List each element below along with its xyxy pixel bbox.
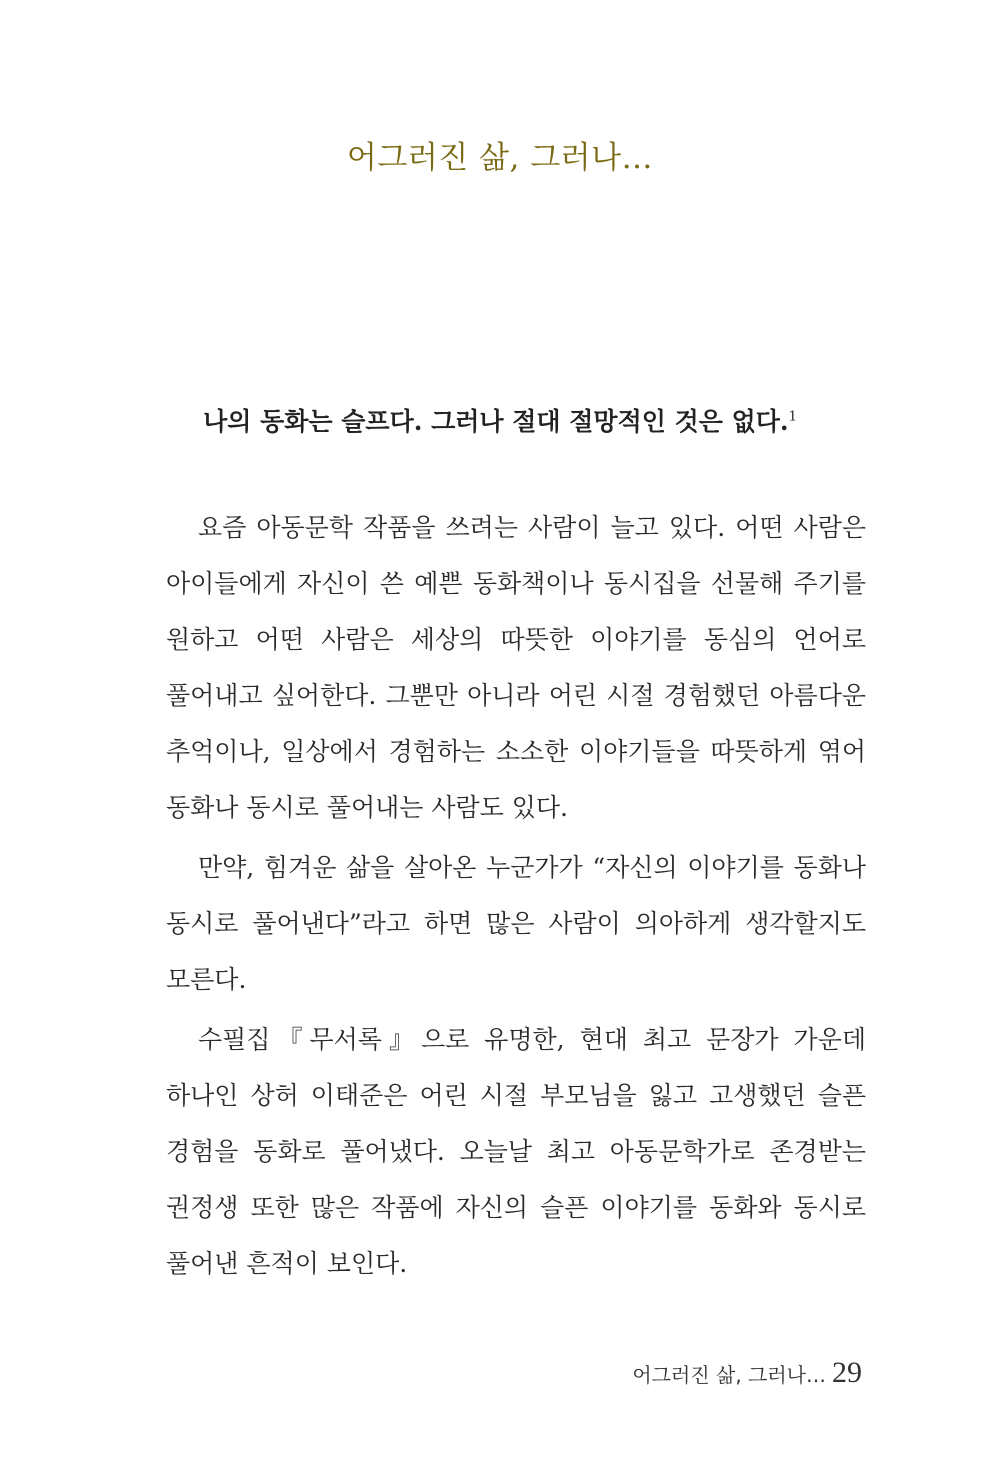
footnote-marker[interactable]: 1 bbox=[788, 409, 797, 425]
epigraph bbox=[0, 402, 1000, 438]
page-number: 29 bbox=[832, 1356, 862, 1389]
chapter-title: 어그러진 삶, 그러나… bbox=[346, 140, 654, 176]
paragraph: 수필집『무서록』으로 유명한, 현대 최고 문장가 가운데 하나인 상허 이태준은 어린 시절 부모님을 잃고 고생했던 슬픈 경험을 동화로 풀어냈다. 오늘날 최고 아동문학가로 존경받는 권정생 또한 많은 작품에 자신의 슬픈 이야기를 동화와 동시로 풀어낸 흔적이 보인다. bbox=[166, 1025, 866, 1278]
paragraph: 만약, 힘겨운 삶을 살아온 누군가가 “자신의 이야기를 동화나 동시로 풀어낸다”라고 하면 많은 사람이 의아하게 생각할지도 모른다. bbox=[166, 853, 866, 994]
epigraph-text: 나의 동화는 슬프다. 그러나 절대 절망적인 것은 없다. bbox=[203, 407, 789, 436]
paragraph: 요즘 아동문학 작품을 쓰려는 사람이 늘고 있다. 어떤 사람은 아이들에게 자신이 쓴 예쁜 동화책이나 동시집을 선물해 주기를 원하고 어떤 사람은 세상의 따뜻한 이야기를 동심의 언어로 풀어내고 싶어한다. 그뿐만 아니라 어린 시절 경험했던 아름다운 추억이나, 일상에서 경험하는 소소한 이야기들을 따뜻하게 엮어 동화나 동시로 풀어내는 사람도 있다. bbox=[166, 513, 866, 822]
running-title: 어그러진 삶, 그러나… bbox=[632, 1363, 826, 1387]
body-text bbox=[166, 500, 866, 1292]
running-footer bbox=[632, 1356, 862, 1390]
